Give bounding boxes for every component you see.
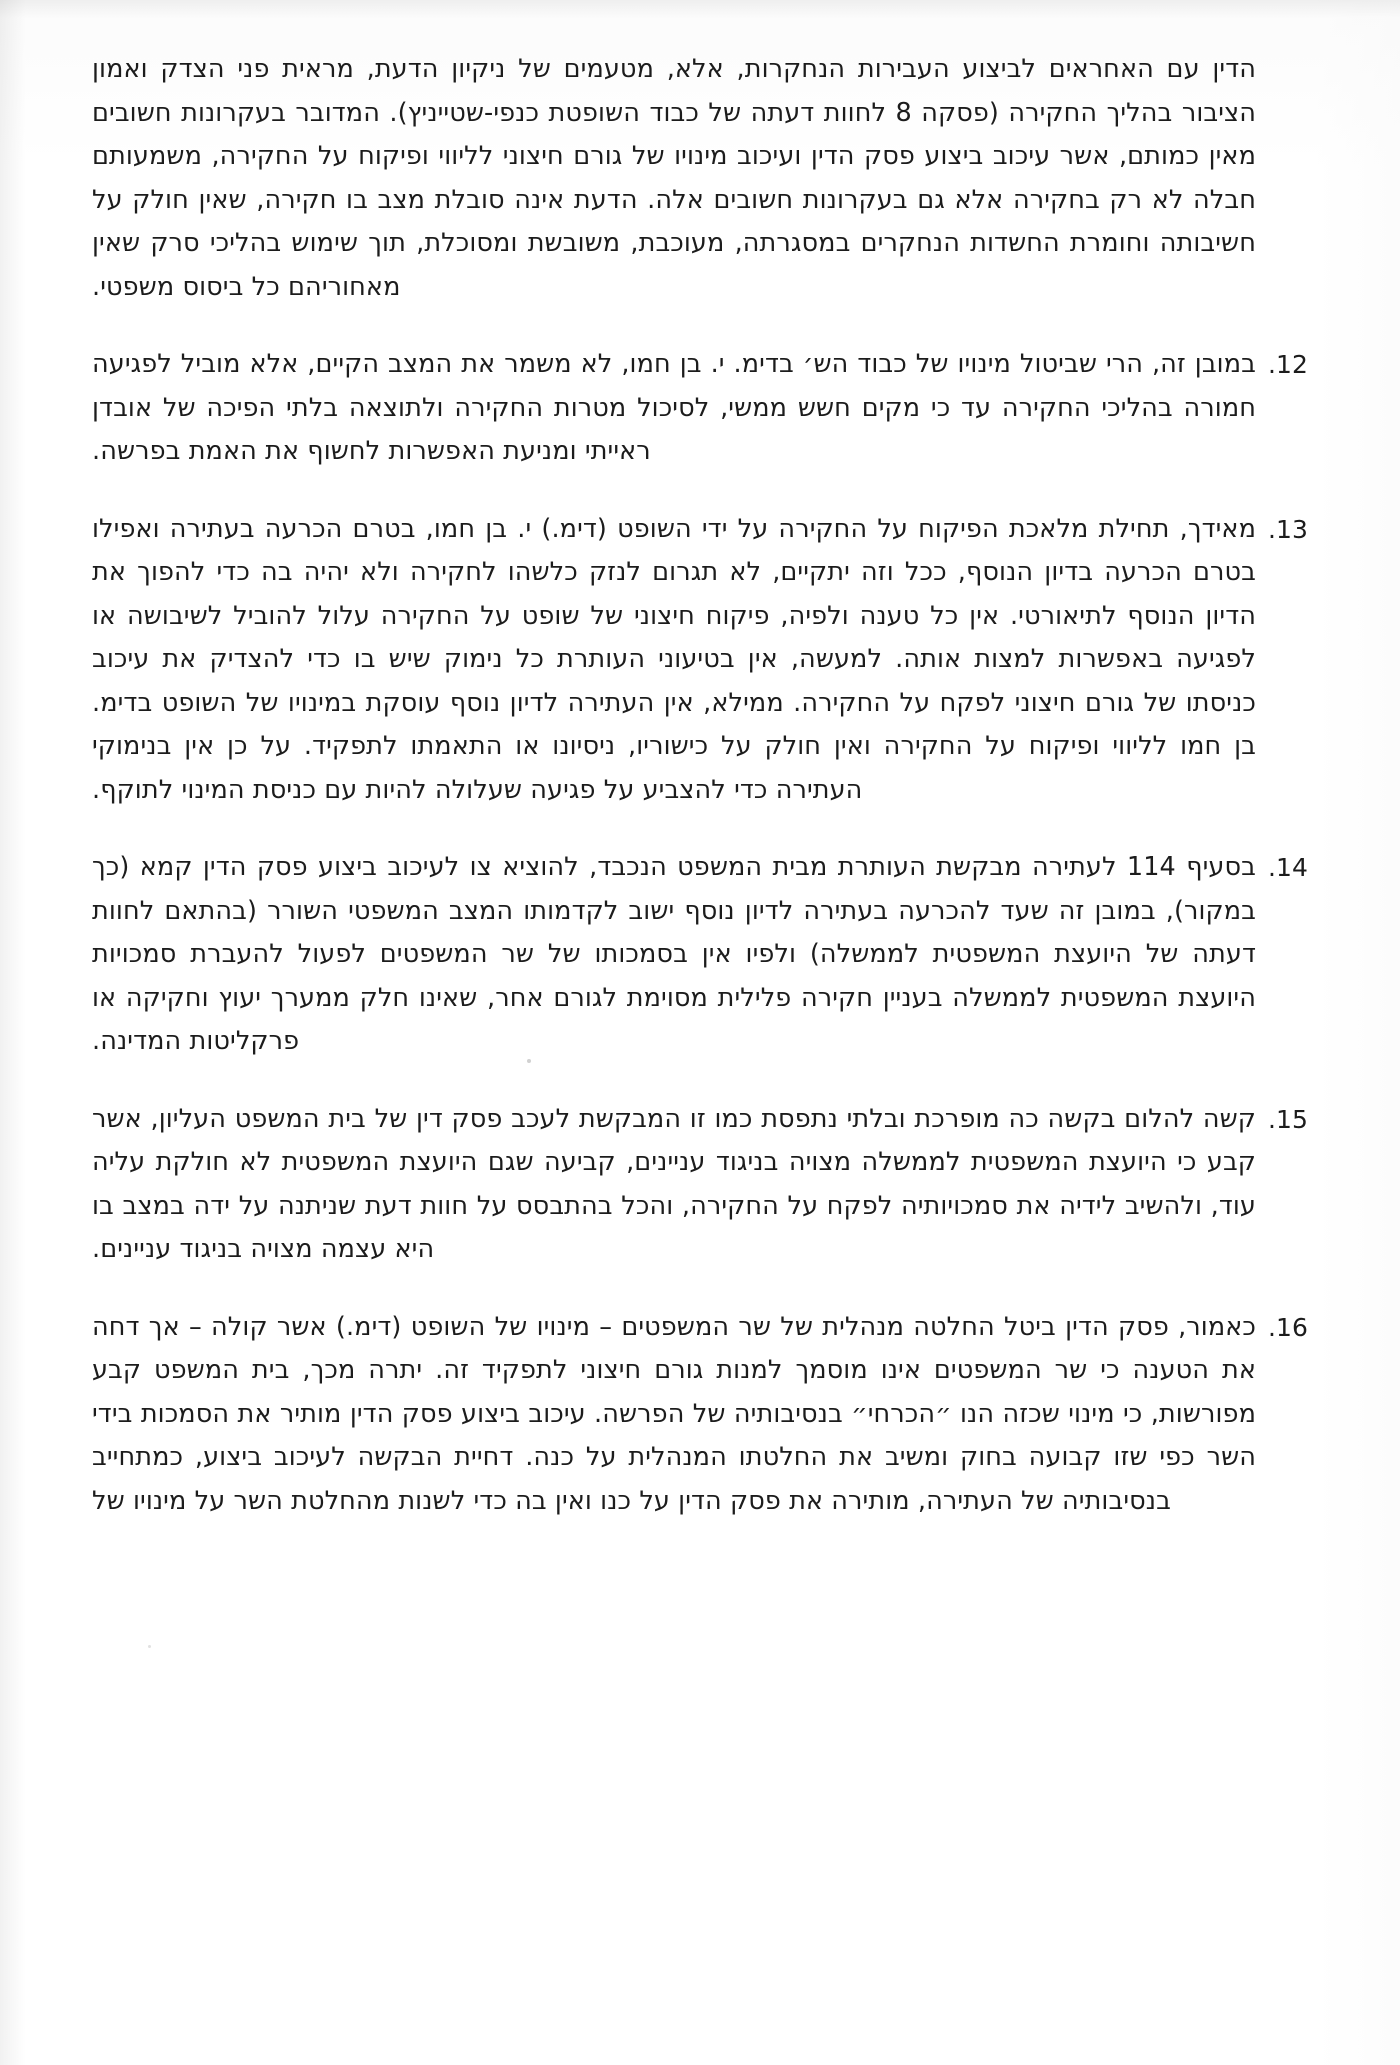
clause-12: [92, 343, 1308, 474]
page-edge-shading-left: [0, 0, 26, 2065]
clause-14-text: בסעיף 114 לעתירה מבקשת העותרת מבית המשפט הנכבד, להוציא צו לעיכוב ביצוע פסק הדין קמא (כך במקור), במובן זה שעד להכרעה בעתירה לדיון נוסף ישוב לקדמותו המצב המשפטי השורר (בהתאם לחוות דעתה של היועצת המשפטית לממשלה) ולפיו אין בסמכותו של שר המשפטים לפעול להעברת סמכויות היועצת המשפטית לממשלה בעניין חקירה פלילית מסוימת לגורם אחר, שאינו חלק ממערך יעוץ וחקיקה או פרקליטות המדינה.: [92, 852, 1256, 1056]
paragraph-continuation-text: הדין עם האחראים לביצוע העבירות הנחקרות, אלא, מטעמים של ניקיון הדעת, מראית פני הצדק ואמון הציבור בהליך החקירה (פסקה 8 לחוות דעתה של כבוד השופטת כנפי-שטייניץ). המדובר בעקרונות חשובים מאין כמותם, אשר עיכוב ביצוע פסק הדין ועיכוב מינויו של גורם חיצוני לליווי ופיקוח על החקירה, משמעותם חבלה לא רק בחקירה אלא גם בעקרונות חשובים אלה. הדעת אינה סובלת מצב בו חקירה, שאין חולק על חשיבותה וחומרת החשדות הנחקרים במסגרתה, מעוכבת, משובשת ומסוכלת, תוך שימוש בהליכי סרק שאין מאחוריהם כל ביסוס משפטי.: [92, 54, 1256, 302]
clause-15-text: קשה להלום בקשה כה מופרכת ובלתי נתפסת כמו זו המבקשת לעכב פסק דין של בית המשפט העליון, אשר קבע כי היועצת המשפטית לממשלה מצויה בניגוד עניינים, קביעה שגם היועצת המשפטית לא חולקת עליה עוד, ולהשיב לידיה את סמכויותיה לפקח על החקירה, והכל בהתבסס על חוות דעת שניתנה על ידה במצב בו היא עצמה מצויה בניגוד עניינים.: [92, 1103, 1256, 1264]
clause-16: [92, 1306, 1308, 1524]
clause-14: [92, 846, 1308, 1064]
scan-speckle: [148, 1645, 151, 1648]
clause-13-number: 13.: [1267, 514, 1308, 544]
clause-14-number: 14.: [1267, 853, 1308, 882]
document-text-column: [92, 48, 1308, 1523]
clause-15-number: 15.: [1267, 1104, 1308, 1134]
paragraph-continuation: [92, 48, 1308, 309]
clause-13: [92, 508, 1308, 813]
clause-13-text: מאידך, תחילת מלאכת הפיקוח על החקירה על ידי השופט (דימ.) י. בן חמו, בטרם הכרעה בעתירה ואפילו בטרם הכרעה בדיון הנוסף, ככל וזה יתקיים, לא תגרום לנזק כלשהו לחקירה ולא יהיה בה כדי להפוך את הדיון הנוסף לתיאורטי. אין כל טענה ולפיה, פיקוח חיצוני של שופט על החקירה עלול להוביל לשיבושה או לפגיעה באפשרות למצות אותה. למעשה, אין בטיעוני העותרת כל נימוק שיש בו כדי להצדיק את עיכוב כניסתו של גורם חיצוני לפקח על החקירה. ממילא, אין העתירה לדיון נוסף עוסקת במינויו של השופט בדימ. בן חמו לליווי ופיקוח על החקירה ואין חולק על כישוריו, ניסיונו או התאמתו לתפקיד. על כן אין בנימוקי העתירה כדי להצביע על פגיעה שעלולה להיות עם כניסת המינוי לתוקף.: [92, 513, 1256, 805]
clause-16-text: כאמור, פסק הדין ביטל החלטה מנהלית של שר המשפטים – מינויו של השופט (דימ.) אשר קולה – אך דחה את הטענה כי שר המשפטים אינו מוסמך למנות גורם חיצוני לתפקיד זה. יתרה מכך, בית המשפט קבע מפורשות, כי מינוי שכזה הנו ״הכרחי״ בנסיבותיה של הפרשה. עיכוב ביצוע פסק הדין מותיר את הסמכות בידי השר כפי שזו קבועה בחוק ומשיב את החלטתו המנהלית על כנה. דחיית הבקשה לעיכוב ביצוע, כמתחייב בנסיבותיה של העתירה, מותירה את פסק הדין על כנו ואין בה כדי לשנות מהחלטת השר על מינויו של: [92, 1311, 1256, 1516]
clause-15: [92, 1098, 1308, 1272]
page-edge-shading-top: [0, 0, 1400, 18]
clause-16-number: 16.: [1267, 1312, 1308, 1342]
clause-12-text: במובן זה, הרי שביטול מינויו של כבוד הש׳ בדימ. י. בן חמו, לא משמר את המצב הקיים, אלא מוביל לפגיעה חמורה בהליכי החקירה עד כי מקים חשש ממשי, לסיכול מטרות החקירה ולתוצאה בלתי הפיכה של אובדן ראייתי ומניעת האפשרות לחשוף את האמת בפרשה.: [92, 349, 1256, 466]
clause-12-number: 12.: [1267, 350, 1308, 379]
